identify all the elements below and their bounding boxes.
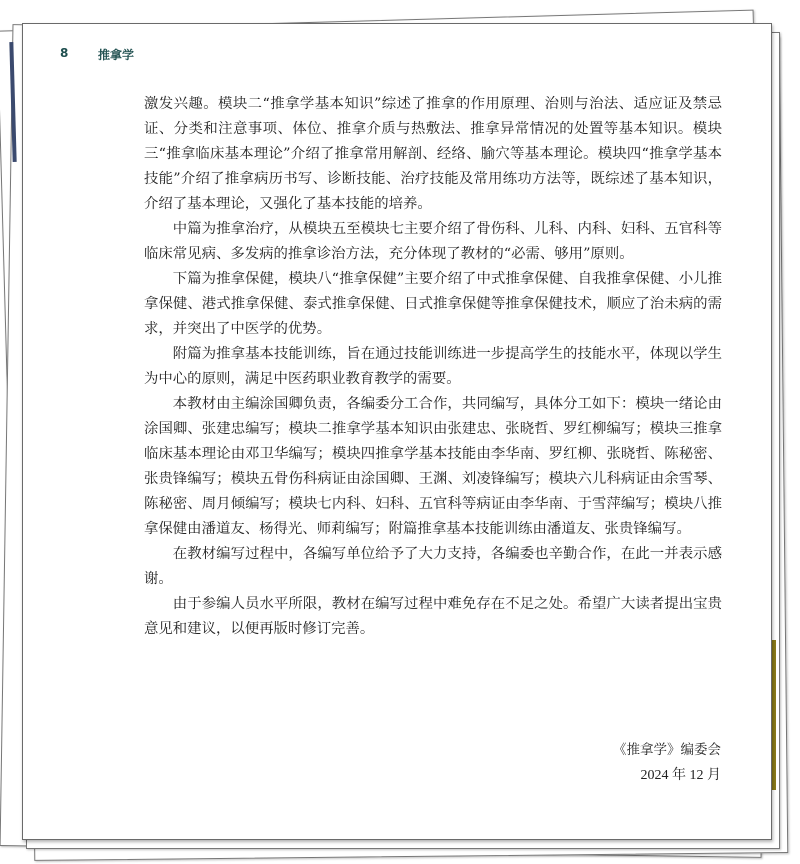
signature-date: 2024 年 12 月 <box>640 768 721 783</box>
page-number: 8 <box>60 46 69 60</box>
signature-committee: 《推拿学》编委会 <box>613 742 721 758</box>
paragraph: 激发兴趣。模块二“推拿学基本知识”综述了推拿的作用原理、治则与治法、适应证及禁忌证、分类和注意事项、体位、推拿介质与热敷法、推拿异常情况的处置等基本知识。模块三“推拿临床基本理论”介绍了推拿常用解剖、经络、腧穴等基本理论。模块四“推拿学基本技能”介绍了推拿病历书写、诊断技能、治疗技能及常用练功方法等，既综述了基本知识，介绍了基本理论，又强化了基本技能的培养。 <box>144 96 722 212</box>
paragraph: 下篇为推拿保健，模块八“推拿保健”主要介绍了中式推拿保健、自我推拿保健、小儿推拿保健、港式推拿保健、泰式推拿保健、日式推拿保健等推拿保健技术，顺应了治未病的需求，并突出了中医学的优势。 <box>144 271 722 337</box>
paragraph: 附篇为推拿基本技能训练，旨在通过技能训练进一步提高学生的技能水平，体现以学生为中心的原则，满足中医药职业教育教学的需要。 <box>144 346 722 387</box>
running-header-title: 推拿学 <box>98 48 135 62</box>
paragraph: 在教材编写过程中，各编写单位给予了大力支持，各编委也辛勤合作，在此一并表示感谢。 <box>144 546 722 587</box>
paragraph: 中篇为推拿治疗，从模块五至模块七主要介绍了骨伤科、儿科、内科、妇科、五官科等临床常见病、多发病的推拿诊治方法，充分体现了教材的“必需、够用”原则。 <box>144 221 722 262</box>
document-page <box>22 23 772 840</box>
paragraph: 本教材由主编涂国卿负责，各编委分工合作，共同编写，具体分工如下：模块一绪论由涂国卿、张建忠编写；模块二推拿学基本知识由张建忠、张晓哲、罗红柳编写；模块三推拿临床基本理论由邓卫华编写；模块四推拿学基本技能由李华南、罗红柳、张晓哲、陈秘密、张贵锋编写；模块五骨伤科病证由涂国卿、王渊、刘凌锋编写；模块六儿科病证由余雪琴、陈秘密、周月倾编写；模块七内科、妇科、五官科等病证由李华南、于雪萍编写；模块八推拿保健由潘道友、杨得光、师莉编写；附篇推拿基本技能训练由潘道友、张贵锋编写。 <box>144 396 722 537</box>
body-text <box>144 92 722 642</box>
paragraph: 由于参编人员水平所限，教材在编写过程中难免存在不足之处。希望广大读者提出宝贵意见和建议，以便再版时修订完善。 <box>144 596 722 637</box>
